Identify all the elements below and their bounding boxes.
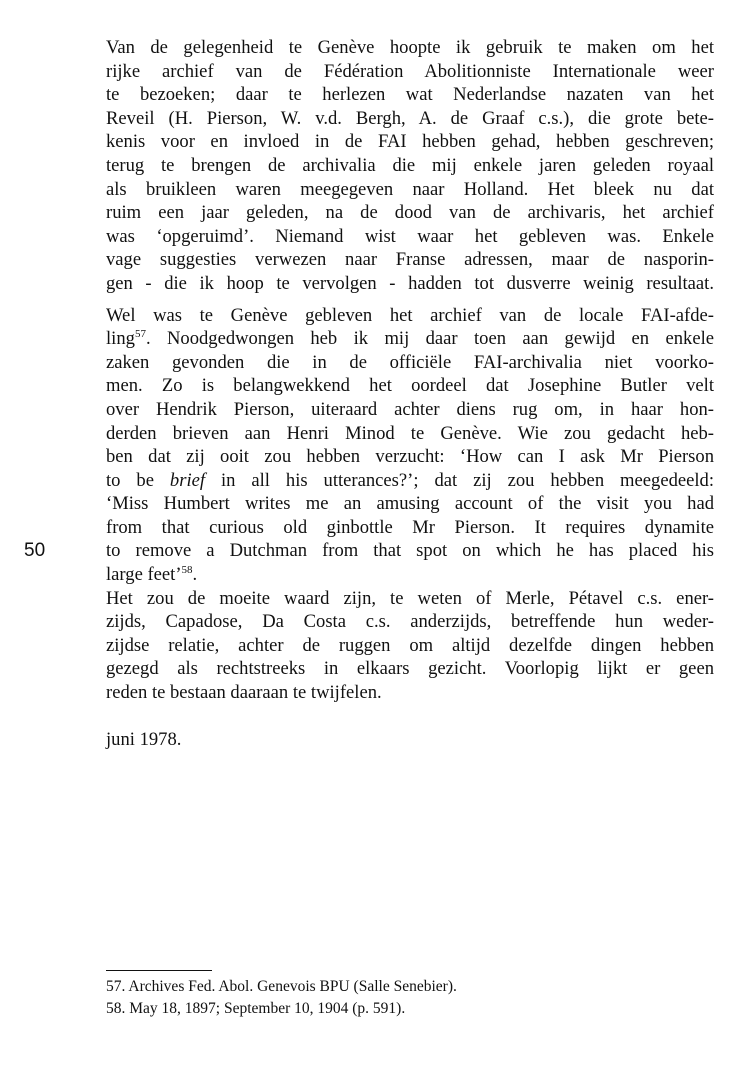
text-line: gezegd als rechtstreeks in elkaars gezicht. Voorlopig lijkt er geen [106,658,714,680]
text-line [106,563,714,587]
text-line: als bruikleen waren meegegeven naar Holland. Het bleek nu dat [106,178,714,200]
footnote-ref-57: 57 [134,328,146,341]
text-line: ruim een jaar geleden, na de dood van de archivaris, het archief [106,202,714,224]
text-line: ben dat zij ooit zou hebben verzucht: ‘How can I ask Mr Pierson [106,446,714,468]
text-line: reden te bestaan daaraan te twijfelen. [106,682,382,704]
footnote-58: 58. May 18, 1897; September 10, 1904 (p. 591). [106,1000,406,1017]
text-fragment: . [192,564,198,586]
text-line: rijke archief van de Fédération Abolitionniste Internationale weer [106,60,714,82]
paragraph-3 [106,587,714,705]
text-line: te bezoeken; daar te herlezen wat Nederlandse nazaten van het [106,84,714,106]
text-line: derden brieven aan Henri Minod te Genève. Wie zou gedacht heb- [106,422,714,444]
text-line: Reveil (H. Pierson, W. v.d. Bergh, A. de Graaf c.s.), die grote bete- [106,107,714,129]
text-line: men. Zo is belangwekkend het oordeel dat Josephine Butler velt [106,375,714,397]
text-fragment: to be [106,469,170,491]
page-number: 50 [24,540,46,561]
italic-word: brief [169,469,206,491]
text-fragment: ling [106,328,135,350]
paragraph-2 [106,304,714,587]
text-fragment: large feet’ [106,564,182,586]
footnote-ref-58: 58 [181,564,193,577]
body-text [106,36,714,751]
text-line: was ‘opgeruimd’. Niemand wist waar het gebleven was. Enkele [106,225,714,247]
paragraph-1 [106,36,714,296]
text-line: gen - die ik hoop te vervolgen - hadden tot dusverre weinig resultaat. [106,272,714,294]
text-line: terug te brengen de archivalia die mij enkele jaren geleden royaal [106,154,714,176]
footnote-57: 57. Archives Fed. Abol. Genevois BPU (Salle Senebier). [106,978,457,995]
text-line: Het zou de moeite waard zijn, te weten of Merle, Pétavel c.s. ener- [106,587,714,609]
text-line: over Hendrik Pierson, uiteraard achter diens rug om, in haar hon- [106,398,714,420]
text-line: to remove a Dutchman from that spot on which he has placed his [106,540,714,562]
text-line: zaken gevonden die in de officiële FAI-archivalia niet voorko- [106,351,714,373]
text-line [106,469,714,493]
text-fragment: . Noodgedwongen heb ik mij daar toen aan gewijd en enkele [145,328,714,350]
text-line: zijdse relatie, achter de ruggen om altijd dezelfde dingen hebben [106,634,714,656]
text-fragment: in all his utterances?’; dat zij zou hebben meegedeeld: [205,469,714,491]
text-line: from that curious old ginbottle Mr Pierson. It requires dynamite [106,516,714,538]
text-line: Van de gelegenheid te Genève hoopte ik gebruik te maken om het [106,37,714,58]
footnotes [106,976,457,1020]
text-line: zijds, Capadose, Da Costa c.s. anderzijds, betreffende hun weder- [106,611,714,633]
text-line: vage suggesties verwezen naar Franse adressen, maar de nasporin- [106,249,714,271]
text-line [106,327,714,351]
text-line: ‘Miss Humbert writes me an amusing account of the visit you had [106,493,714,515]
footnote-rule [106,970,212,971]
text-line: kenis voor en invloed in de FAI hebben gehad, hebben geschreven; [106,131,714,153]
text-line: Wel was te Genève gebleven het archief van de locale FAI-afde- [106,304,714,326]
date-line: juni 1978. [106,728,182,750]
